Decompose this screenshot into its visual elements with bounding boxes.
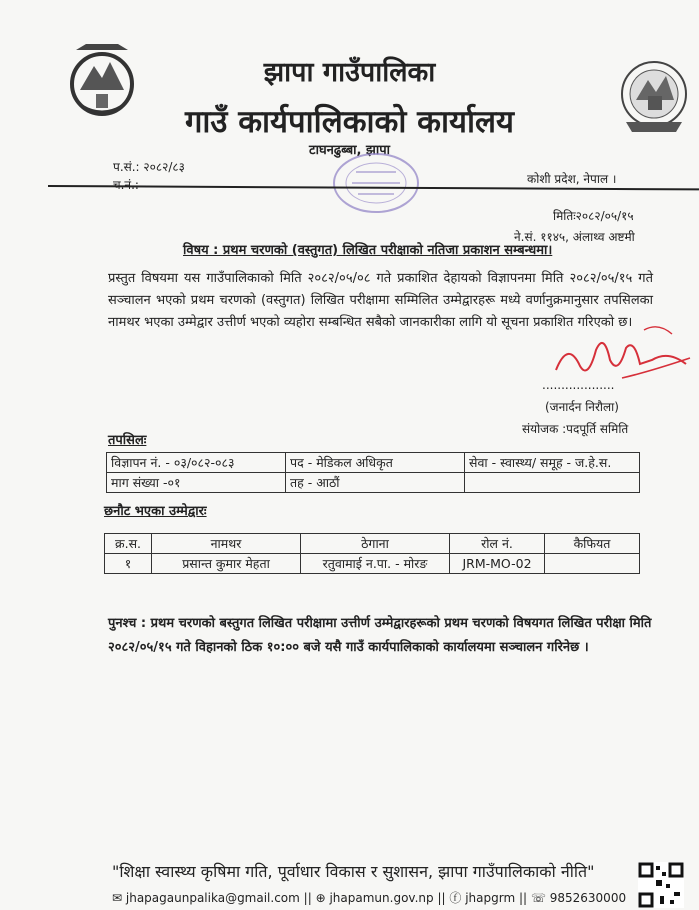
globe-icon: ⊕ [315,891,326,905]
selected-heading: छनौट भएका उम्मेद्वारः [104,504,207,519]
office-title: गाउँ कार्यपालिकाको कार्यालय [184,104,515,140]
table-row [107,473,640,493]
signatory-designation: संयोजक :पदपूर्ति समिति [522,422,629,436]
dispatch-number: च.नं.: [113,178,139,192]
col-serial: क्र.स. [105,534,152,554]
table-row [107,453,640,473]
post-cell: पद - मेडिकल अधिकृत [286,453,465,473]
province-address: कोशी प्रदेश, नेपाल । [527,172,617,186]
facebook-icon: ⓕ [449,891,462,905]
col-remarks: कैफियत [545,534,640,554]
col-address: ठेगाना [301,534,450,554]
selected-candidates-table [104,533,640,574]
demand-cell: माग संख्या -०१ [107,473,286,493]
footer-contacts: ✉ jhapagaunpalika@gmail.com || ⊕ jhapamun.gov.np || ⓕ jhapgrm || ☏ 9852630000 [112,891,627,905]
email-icon: ✉ [112,891,123,905]
ad-number-cell: विज्ञापन नं. - ०३/०८२-०८३ [107,453,286,473]
footer-email[interactable]: jhapagaunpalika@gmail.com [125,891,300,905]
letter-date: मितिः२०८२/०५/१५ [553,209,634,223]
cell-remarks [545,554,640,574]
footer-facebook[interactable]: jhapgrm [465,891,516,905]
signatory-name: (जनार्दन निरौला) [545,400,619,414]
qr-code-icon [638,862,684,908]
table-row [105,554,640,574]
footer-motto: "शिक्षा स्वास्थ्य कृषिमा गति, पूर्वाधार विकास र सुशासन, झापा गाउँपालिकाको नीति" [112,862,595,881]
signature-dots: ................... [542,378,615,392]
cell-roll: JRM-MO-02 [450,554,545,574]
cell-name: प्रसान्त कुमार मेहता [152,554,301,574]
footer-website[interactable]: jhapamun.gov.np [329,891,434,905]
cell-serial: १ [105,554,152,574]
service-cell: सेवा - स्वास्थ्य/ समूह - ज.हे.स. [465,453,640,473]
advertisement-details-table [106,452,640,493]
cell-address: रतुवामाई न.पा. - मोरङ [301,554,450,574]
col-name: नामथर [152,534,301,554]
footer-phone[interactable]: 9852630000 [549,891,627,905]
municipality-title: झापा गाउँपालिका [263,57,436,88]
phone-icon: ☏ [530,891,546,905]
col-roll: रोल नं. [450,534,545,554]
details-heading: तपसिलः [108,433,147,448]
table-header-row [105,534,640,554]
nepal-sambat-date: ने.सं. ११४५, अंलाथ्व अष्टमी [514,230,635,244]
empty-cell [465,473,640,493]
office-address: टाघनढुब्बा, झापा [309,143,390,158]
ref-number: प.सं.: २०८२/८३ [113,160,185,174]
postscript-note: पुनश्च : प्रथम चरणको बस्तुगत लिखित परीक्षामा उत्तीर्ण उम्मेद्वारहरूको प्रथम चरणको विषयगत लिखित परीक्षा मिति २०८२/०५/१५ गते विहानको ठिक १०:०० बजे यसै गाउँ कार्यपालिकाको कार्यालयमा सञ्चालन गरिनेछ । [108,616,652,655]
subject-line: विषय : प्रथम चरणको (वस्तुगत) लिखित परीक्षाको नतिजा प्रकाशन सम्बन्धमा। [183,243,553,258]
office-stamp [330,150,422,216]
level-cell: तह - आठौं [286,473,465,493]
notice-body: प्रस्तुत विषयमा यस गाउँपालिकाको मिति २०८२/०५/०८ गते प्रकाशित देहायको विज्ञापनमा मिति २०८२/०५/१५ गते सञ्चालन भएको प्रथम चरणको (वस्तुगत) लिखित परीक्षामा सम्मिलित उम्मेद्वारहरू मध्ये वर्णानुक्रमानुसार तपसिलका नामथर भएका उम्मेद्वार उत्तीर्ण भएको व्यहोरा सम्बन्धित सबैको जानकारीका लागि यो सूचना प्रकाशित गरिएको छ। [108,271,653,330]
